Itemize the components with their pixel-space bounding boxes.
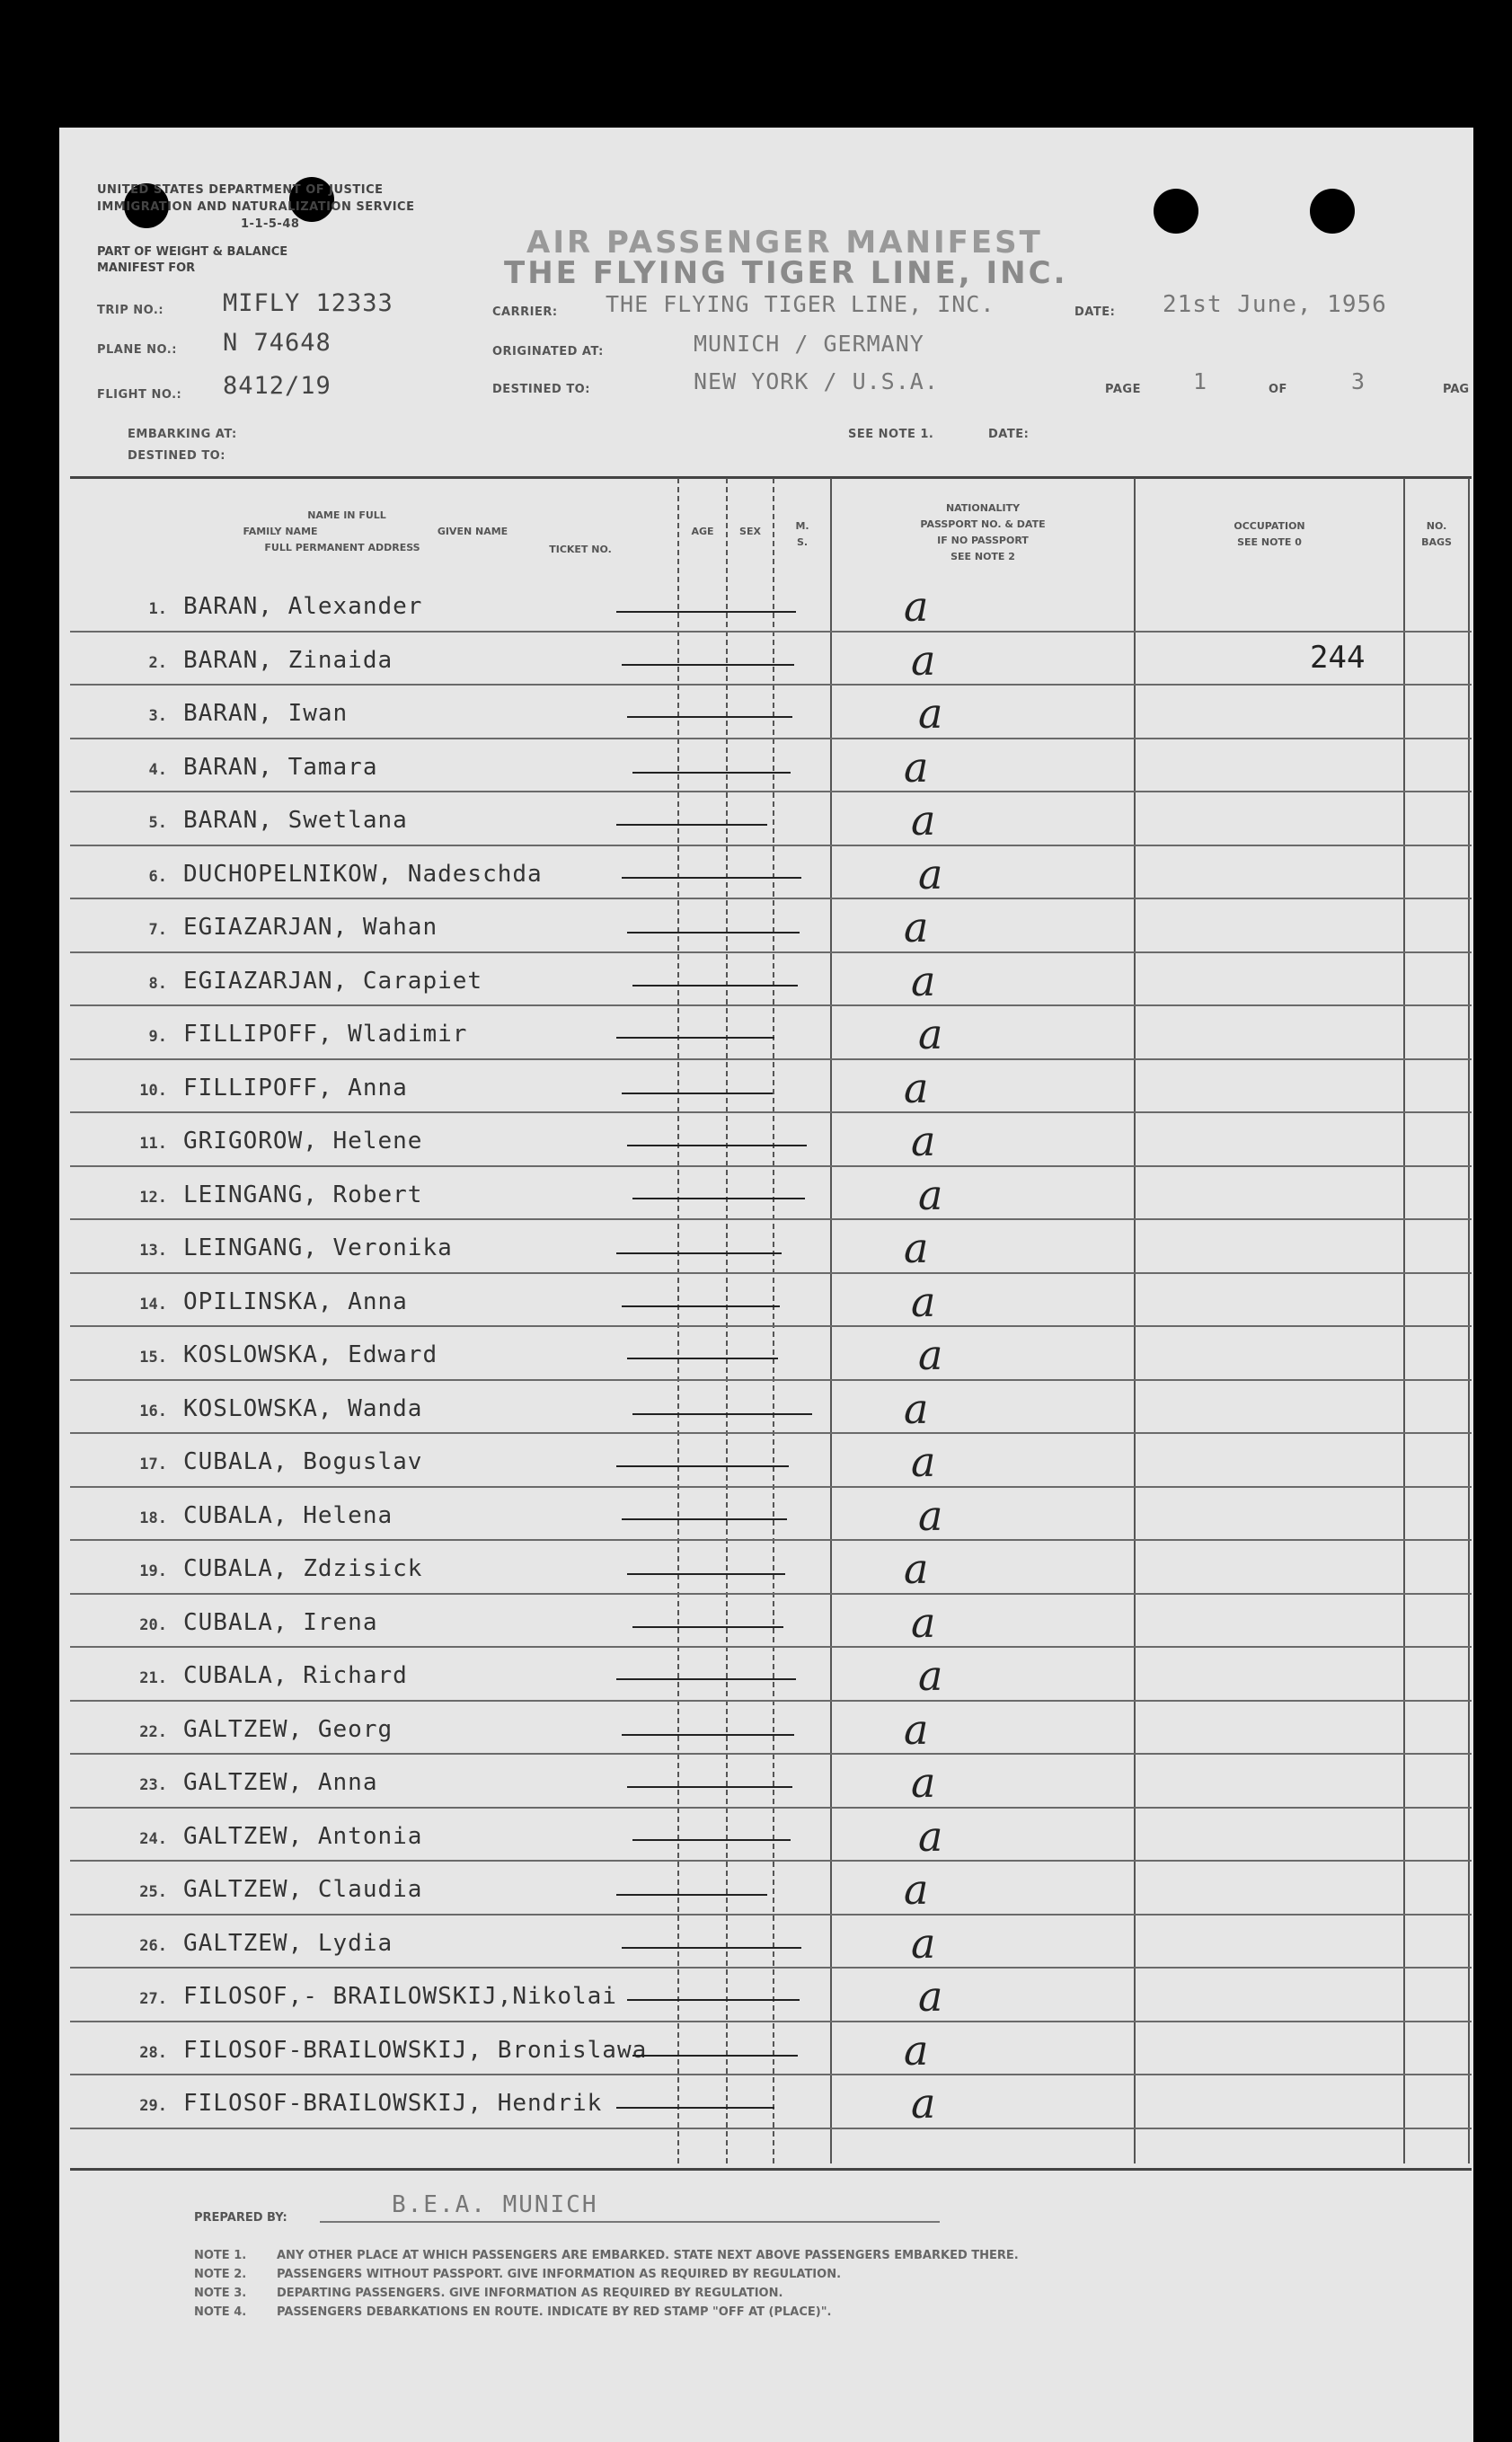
nationality-mark: a — [918, 689, 943, 738]
occupation-note: 244 — [1310, 640, 1366, 676]
age-sex-dash — [616, 1252, 782, 1254]
column-divider — [1468, 478, 1470, 2163]
trip-value: MIFLY 12333 — [223, 289, 393, 317]
passenger-name: GALTZEW, Georg — [183, 1715, 393, 1743]
nationality-mark: a — [904, 1063, 929, 1112]
passenger-name: CUBALA, Irena — [183, 1608, 378, 1636]
row-number: 18. — [139, 1509, 167, 1527]
age-sex-dash — [616, 1894, 767, 1896]
passenger-name: EGIAZARJAN, Carapiet — [183, 967, 483, 995]
row-number: 9. — [148, 1028, 167, 1046]
row-divider — [70, 2074, 1472, 2075]
row-divider — [70, 738, 1472, 739]
passenger-name: GALTZEW, Anna — [183, 1769, 378, 1796]
age-sex-dash — [616, 1037, 774, 1039]
date2-label: DATE: — [988, 428, 1030, 441]
nationality-mark: a — [904, 2025, 929, 2075]
row-divider — [70, 1165, 1472, 1167]
passenger-name: GALTZEW, Lydia — [183, 1929, 393, 1957]
manifest-title: AIR PASSENGER MANIFEST — [526, 225, 1043, 261]
row-number: 26. — [139, 1936, 167, 1955]
age-sex-dash — [632, 1626, 783, 1628]
age-sex-dash — [616, 2107, 774, 2109]
row-divider — [70, 1807, 1472, 1809]
destined-label: DESTINED TO: — [492, 383, 590, 396]
passenger-name: CUBALA, Richard — [183, 1662, 408, 1689]
row-divider — [70, 1860, 1472, 1862]
row-number: 27. — [139, 1990, 167, 2008]
column-divider — [773, 478, 774, 2163]
agency-line1: UNITED STATES DEPARTMENT OF JUSTICE — [97, 183, 384, 197]
page-value: 1 — [1193, 368, 1208, 394]
nationality-mark: a — [918, 1170, 943, 1219]
row-divider — [70, 684, 1472, 686]
row-divider — [70, 1218, 1472, 1220]
of-label: OF — [1269, 383, 1287, 396]
passenger-name: BARAN, Swetlana — [183, 807, 408, 834]
form-code: 1-1-5-48 — [241, 217, 300, 231]
col-ticket: TICKET NO. — [549, 544, 612, 555]
col-occupation-line1: OCCUPATION — [1233, 520, 1305, 532]
row-divider — [70, 1272, 1472, 1274]
column-divider — [1134, 478, 1136, 2163]
row-divider — [70, 1700, 1472, 1702]
age-sex-dash — [616, 611, 796, 613]
passenger-name: GALTZEW, Antonia — [183, 1822, 423, 1850]
row-divider — [70, 2128, 1472, 2129]
age-sex-dash — [632, 1413, 812, 1415]
age-sex-dash — [632, 2055, 798, 2057]
passenger-name: BARAN, Zinaida — [183, 646, 393, 674]
manifest-sheet — [59, 128, 1473, 2442]
row-number: 14. — [139, 1295, 167, 1314]
passenger-name: BARAN, Tamara — [183, 753, 378, 781]
passenger-name: GALTZEW, Claudia — [183, 1876, 423, 1903]
row-divider — [70, 791, 1472, 792]
col-age: AGE — [691, 526, 714, 537]
nationality-mark: a — [911, 2079, 936, 2128]
age-sex-dash — [627, 1999, 800, 2001]
nationality-mark: a — [911, 1438, 936, 1486]
col-family-name: FAMILY NAME — [243, 526, 318, 537]
plane-value: N 74648 — [223, 329, 332, 357]
row-divider — [70, 898, 1472, 899]
col-ms-line1: M. — [795, 520, 809, 532]
age-sex-dash — [622, 1305, 780, 1307]
age-sex-dash — [632, 1198, 805, 1199]
prepared-by-value: B.E.A. MUNICH — [392, 2191, 598, 2218]
row-number: 3. — [148, 707, 167, 725]
passenger-name: DUCHOPELNIKOW, Nadeschda — [183, 860, 543, 888]
note-line — [194, 2303, 1019, 2322]
plane-label: PLANE NO.: — [97, 343, 177, 357]
embarking-label: EMBARKING AT: — [128, 428, 237, 441]
passenger-name: EGIAZARJAN, Wahan — [183, 914, 438, 941]
nationality-mark: a — [904, 903, 929, 951]
age-sex-dash — [616, 824, 767, 826]
nationality-mark: a — [911, 1117, 936, 1165]
column-divider — [1403, 478, 1405, 2163]
passenger-name: GRIGOROW, Helene — [183, 1128, 423, 1155]
note-text: PASSENGERS DEBARKATIONS EN ROUTE. INDICATE BY RED STAMP "OFF AT (PLACE)". — [277, 2305, 832, 2319]
page-label: PAGE — [1105, 383, 1141, 396]
nationality-mark: a — [918, 1331, 943, 1379]
age-sex-dash — [622, 1518, 787, 1520]
note-label: NOTE 4. — [194, 2305, 247, 2319]
col-occupation-line2: SEE NOTE 0 — [1237, 536, 1302, 548]
age-sex-dash — [622, 664, 794, 666]
col-given-name: GIVEN NAME — [437, 526, 508, 537]
page-extra-label: PAG — [1443, 383, 1470, 396]
row-number: 7. — [148, 921, 167, 939]
nationality-mark: a — [904, 582, 929, 631]
row-number: 21. — [139, 1669, 167, 1687]
flight-value: 8412/19 — [223, 372, 332, 400]
row-divider — [70, 1111, 1472, 1113]
passenger-name: KOSLOWSKA, Wanda — [183, 1394, 423, 1422]
passenger-name: LEINGANG, Robert — [183, 1181, 423, 1208]
row-number: 22. — [139, 1722, 167, 1741]
row-divider — [70, 2021, 1472, 2022]
passenger-name: KOSLOWSKA, Edward — [183, 1341, 438, 1368]
passenger-name: FILLIPOFF, Wladimir — [183, 1021, 468, 1048]
row-number: 17. — [139, 1455, 167, 1473]
age-sex-dash — [627, 1786, 792, 1788]
row-divider — [70, 1593, 1472, 1595]
nationality-mark: a — [904, 1384, 929, 1433]
row-number: 1. — [148, 600, 167, 618]
passenger-name: FILOSOF-BRAILOWSKIJ, Bronislawa — [183, 2036, 648, 2064]
passenger-name: LEINGANG, Veronika — [183, 1234, 453, 1261]
passenger-name: OPILINSKA, Anna — [183, 1287, 408, 1315]
nationality-mark: a — [904, 742, 929, 792]
row-divider — [70, 1325, 1472, 1327]
nationality-mark: a — [918, 1972, 943, 2021]
note-line — [194, 2246, 1019, 2265]
age-sex-dash — [622, 1093, 773, 1094]
note-text: ANY OTHER PLACE AT WHICH PASSENGERS ARE EMBARKED. STATE NEXT ABOVE PASSENGERS EMBARKED THERE. — [277, 2249, 1019, 2262]
note-text: DEPARTING PASSENGERS. GIVE INFORMATION AS REQUIRED BY REGULATION. — [277, 2287, 783, 2300]
nationality-mark: a — [911, 635, 936, 685]
age-sex-dash — [627, 1358, 778, 1359]
age-sex-dash — [632, 985, 798, 987]
nationality-mark: a — [918, 1491, 943, 1540]
date-value: 21st June, 1956 — [1163, 291, 1387, 318]
flight-label: FLIGHT NO.: — [97, 388, 182, 402]
age-sex-dash — [627, 932, 800, 933]
row-number: 6. — [148, 867, 167, 886]
row-number: 24. — [139, 1829, 167, 1848]
row-number: 8. — [148, 974, 167, 993]
notes-section — [194, 2246, 1019, 2322]
column-divider — [677, 478, 679, 2163]
age-sex-dash — [632, 1839, 791, 1841]
row-divider — [70, 845, 1472, 846]
column-divider — [726, 478, 728, 2163]
row-divider — [70, 1004, 1472, 1006]
note-label: NOTE 1. — [194, 2249, 247, 2262]
age-sex-dash — [622, 877, 801, 879]
age-sex-dash — [627, 1573, 785, 1575]
passenger-name: FILLIPOFF, Anna — [183, 1074, 408, 1102]
nationality-mark: a — [918, 1811, 943, 1861]
row-number: 15. — [139, 1349, 167, 1367]
agency-header — [97, 181, 414, 233]
row-number: 25. — [139, 1883, 167, 1901]
col-sex: SEX — [739, 526, 761, 537]
col-ms-line2: S. — [796, 536, 809, 548]
weight-balance-line1: PART OF WEIGHT & BALANCE — [97, 245, 288, 259]
passenger-name: BARAN, Alexander — [183, 593, 423, 620]
originated-label: ORIGINATED AT: — [492, 345, 604, 358]
age-sex-dash — [632, 772, 791, 774]
nationality-mark: a — [911, 796, 936, 845]
row-number: 13. — [139, 1242, 167, 1260]
row-number: 5. — [148, 814, 167, 832]
nationality-mark: a — [911, 1758, 936, 1807]
col-bags-line2: BAGS — [1421, 536, 1452, 548]
note-text: PASSENGERS WITHOUT PASSPORT. GIVE INFORMATION AS REQUIRED BY REGULATION. — [277, 2268, 842, 2281]
column-divider — [830, 478, 832, 2163]
row-divider — [70, 1753, 1472, 1755]
see-note-label: SEE NOTE 1. — [848, 428, 934, 441]
row-number: 20. — [139, 1615, 167, 1634]
carrier-label: CARRIER: — [492, 305, 558, 319]
prepared-by-line — [320, 2221, 940, 2223]
nationality-mark: a — [918, 1651, 943, 1700]
of-value: 3 — [1351, 368, 1366, 394]
passenger-name: CUBALA, Helena — [183, 1501, 393, 1529]
row-divider — [70, 1967, 1472, 1969]
note-label: NOTE 2. — [194, 2268, 247, 2281]
passenger-name: CUBALA, Boguslav — [183, 1448, 423, 1475]
row-number: 16. — [139, 1402, 167, 1420]
note-line — [194, 2265, 1019, 2284]
nationality-mark: a — [911, 1277, 936, 1326]
row-divider — [70, 951, 1472, 953]
age-sex-dash — [622, 1947, 801, 1949]
note-label: NOTE 3. — [194, 2287, 247, 2300]
row-number: 10. — [139, 1081, 167, 1100]
nationality-mark: a — [918, 1010, 943, 1058]
age-sex-dash — [616, 1678, 796, 1680]
age-sex-dash — [627, 716, 792, 718]
age-sex-dash — [627, 1145, 807, 1146]
col-nationality-line2: PASSPORT NO. & DATE — [920, 518, 1046, 530]
passenger-name: CUBALA, Zdzisick — [183, 1555, 423, 1582]
weight-balance-line2: MANIFEST FOR — [97, 261, 196, 275]
row-number: 11. — [139, 1135, 167, 1153]
col-nationality-line1: NATIONALITY — [945, 502, 1021, 514]
trip-label: TRIP NO.: — [97, 304, 164, 317]
nationality-mark: a — [911, 1597, 936, 1647]
row-divider — [70, 1539, 1472, 1541]
row-number: 28. — [139, 2043, 167, 2062]
col-address: FULL PERMANENT ADDRESS — [264, 542, 420, 553]
row-divider — [70, 1486, 1472, 1488]
note-line — [194, 2284, 1019, 2303]
row-divider — [70, 1379, 1472, 1381]
row-number: 29. — [139, 2097, 167, 2115]
age-sex-dash — [616, 1465, 789, 1467]
passenger-name: BARAN, Iwan — [183, 700, 349, 727]
nationality-mark: a — [911, 1918, 936, 1968]
agency-line2: IMMIGRATION AND NATURALIZATION SERVICE — [97, 200, 415, 214]
col-nationality-line4: SEE NOTE 2 — [951, 551, 1015, 562]
col-bags-line1: NO. — [1426, 520, 1447, 532]
age-sex-dash — [622, 1734, 794, 1736]
row-divider — [70, 1432, 1472, 1434]
row-divider — [70, 1058, 1472, 1060]
destined-to-label: DESTINED TO: — [128, 449, 225, 463]
carrier-value: THE FLYING TIGER LINE, INC. — [606, 291, 995, 317]
prepared-by-label: PREPARED BY: — [194, 2211, 287, 2225]
nationality-mark: a — [904, 1544, 929, 1593]
destined-value: NEW YORK / U.S.A. — [694, 368, 939, 394]
row-number: 23. — [139, 1776, 167, 1794]
col-nationality-line3: IF NO PASSPORT — [937, 535, 1029, 546]
nationality-mark: a — [911, 956, 936, 1005]
originated-value: MUNICH / GERMANY — [694, 331, 924, 357]
row-number: 2. — [148, 653, 167, 672]
nationality-mark: a — [904, 1704, 929, 1754]
date-label: DATE: — [1074, 305, 1116, 319]
passenger-table — [70, 476, 1472, 2171]
row-number: 19. — [139, 1562, 167, 1580]
passenger-name: FILOSOF-BRAILOWSKIJ, Hendrik — [183, 2090, 603, 2117]
nationality-mark: a — [918, 849, 943, 898]
col-name-line1: NAME IN FULL — [307, 509, 386, 521]
row-number: 4. — [148, 760, 167, 779]
row-number: 12. — [139, 1188, 167, 1207]
nationality-mark: a — [904, 1865, 929, 1914]
passenger-name: FILOSOF,- BRAILOWSKIJ,Nikolai — [183, 1983, 617, 2010]
carrier-title: THE FLYING TIGER LINE, INC. — [504, 255, 1068, 291]
row-divider — [70, 1646, 1472, 1648]
row-divider — [70, 1914, 1472, 1916]
weight-balance-label — [97, 244, 287, 277]
row-divider — [70, 631, 1472, 633]
nationality-mark: a — [904, 1224, 929, 1272]
